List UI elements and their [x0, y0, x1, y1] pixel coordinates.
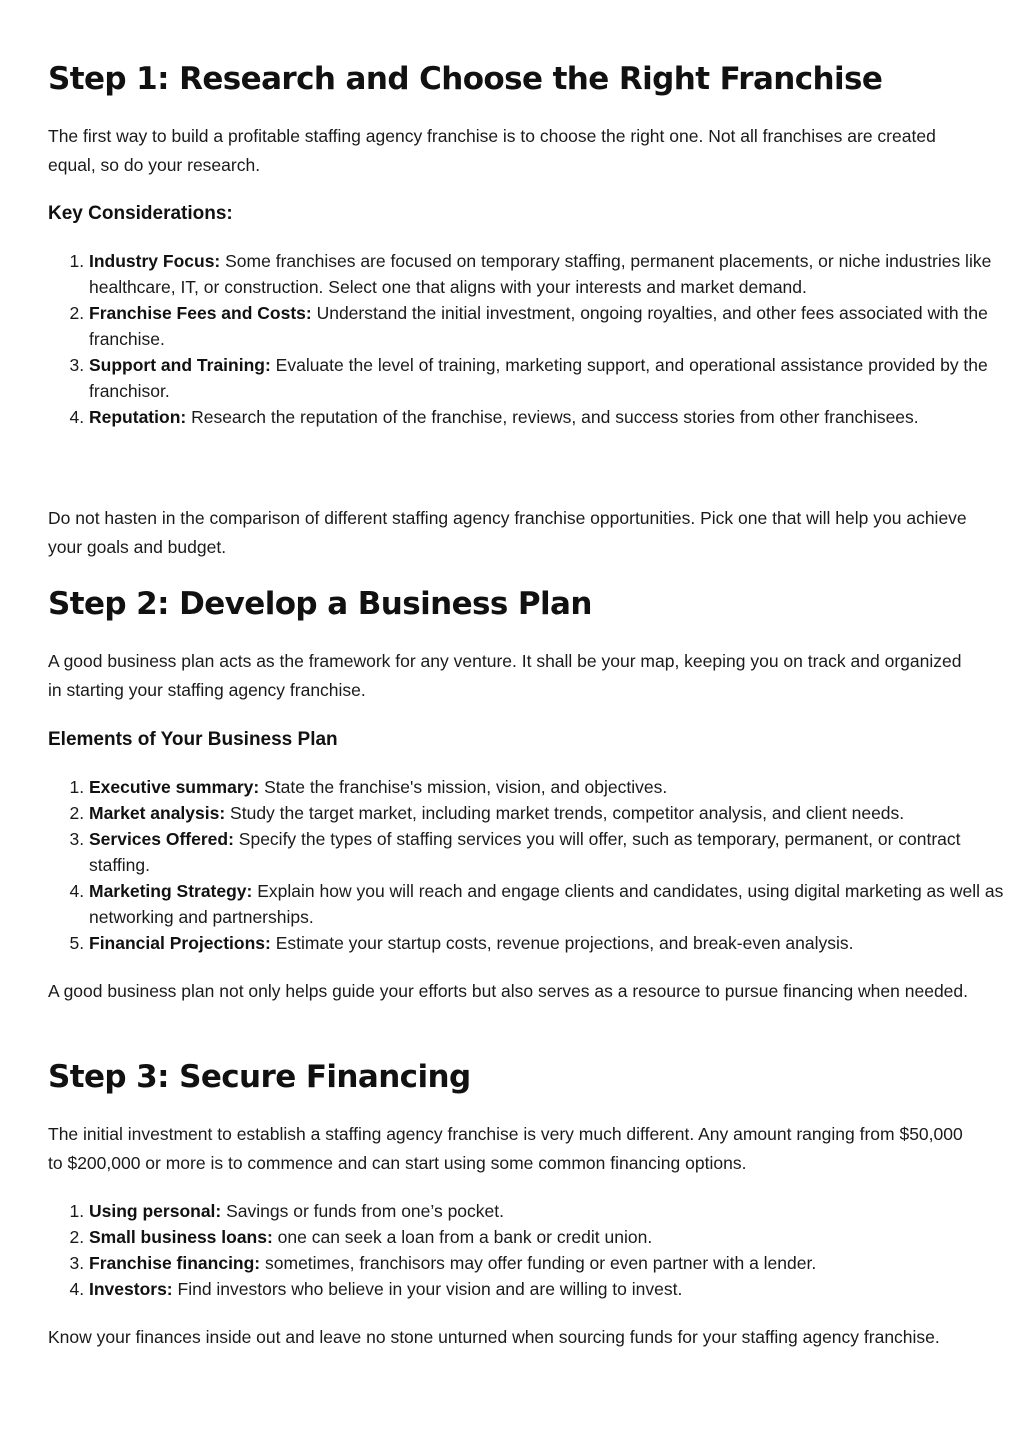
step2-outro: A good business plan not only helps guide your efforts but also serves as a resource to pursue financing when needed.	[48, 981, 968, 1001]
step1-list	[48, 248, 1019, 430]
list-item-text: State the franchise's mission, vision, and objectives.	[259, 777, 668, 797]
list-item-label: Financial Projections:	[89, 933, 271, 953]
list-item	[89, 1224, 1019, 1250]
list-item-label: Franchise financing:	[89, 1253, 261, 1273]
list-item	[89, 800, 1019, 826]
list-item	[89, 826, 1019, 878]
list-item	[89, 1250, 1019, 1276]
list-item	[89, 300, 1019, 352]
step2-intro: A good business plan acts as the framework for any venture. It shall be your map, keeping you on track and organized in starting your staffing agency franchise.	[48, 651, 962, 700]
step1-intro: The first way to build a profitable staffing agency franchise is to choose the right one. Not all franchises are created equal, so do your research.	[48, 126, 936, 175]
step1-outro: Do not hasten in the comparison of different staffing agency franchise opportunities. Pick one that will help you achieve your goals and budget.	[48, 508, 967, 557]
step3-intro: The initial investment to establish a staffing agency franchise is very much different. Any amount ranging from $50,000 to $200,000 or more is to commence and can start using some common financing options.	[48, 1124, 963, 1173]
list-item-text: Evaluate the level of training, marketing support, and operational assistance provided by the franchisor.	[89, 355, 988, 401]
step2-subheading: Elements of Your Business Plan	[48, 729, 338, 750]
list-item-text: one can seek a loan from a bank or credit union.	[272, 1227, 653, 1247]
list-item	[89, 1198, 1019, 1224]
list-item-label: Franchise Fees and Costs:	[89, 303, 312, 323]
step3-list	[48, 1198, 1019, 1302]
list-item-text: Specify the types of staffing services you will offer, such as temporary, permanent, or contract staffing.	[89, 829, 961, 875]
list-item	[89, 878, 1019, 930]
step3-heading: Step 3: Secure Financing	[48, 1059, 471, 1095]
list-item	[89, 1276, 1019, 1302]
step2-list	[48, 774, 1019, 956]
step1-subheading: Key Considerations:	[48, 203, 233, 224]
list-item-text: sometimes, franchisors may offer funding or even partner with a lender.	[260, 1253, 817, 1273]
list-item	[89, 404, 1019, 430]
list-item-text: Some franchises are focused on temporary staffing, permanent placements, or niche industries like healthcare, IT, or construction. Select one that aligns with your interests and market demand.	[89, 251, 992, 297]
list-item-text: Savings or funds from one’s pocket.	[221, 1201, 504, 1221]
list-item-text: Research the reputation of the franchise, reviews, and success stories from other franchisees.	[186, 407, 919, 427]
list-item-label: Market analysis:	[89, 803, 226, 823]
list-item-text: Estimate your startup costs, revenue projections, and break-even analysis.	[270, 933, 854, 953]
list-item-label: Support and Training:	[89, 355, 271, 375]
list-item-text: Study the target market, including market trends, competitor analysis, and client needs.	[225, 803, 905, 823]
list-item	[89, 248, 1019, 300]
list-item-text: Find investors who believe in your vision and are willing to invest.	[172, 1279, 683, 1299]
list-item-label: Using personal:	[89, 1201, 222, 1221]
list-item-label: Industry Focus:	[89, 251, 221, 271]
list-item-text: Understand the initial investment, ongoing royalties, and other fees associated with the franchise.	[89, 303, 988, 349]
list-item	[89, 774, 1019, 800]
list-item	[89, 352, 1019, 404]
step2-heading: Step 2: Develop a Business Plan	[48, 586, 592, 622]
list-item-label: Marketing Strategy:	[89, 881, 253, 901]
list-item-text: Explain how you will reach and engage clients and candidates, using digital marketing as well as networking and partnerships.	[89, 881, 1004, 927]
list-item	[89, 930, 1019, 956]
list-item-label: Reputation:	[89, 407, 187, 427]
list-item-label: Executive summary:	[89, 777, 260, 797]
step1-heading: Step 1: Research and Choose the Right Franchise	[48, 61, 883, 97]
step3-outro: Know your finances inside out and leave no stone unturned when sourcing funds for your staffing agency franchise.	[48, 1327, 940, 1347]
list-item-label: Small business loans:	[89, 1227, 273, 1247]
list-item-label: Investors:	[89, 1279, 173, 1299]
list-item-label: Services Offered:	[89, 829, 234, 849]
